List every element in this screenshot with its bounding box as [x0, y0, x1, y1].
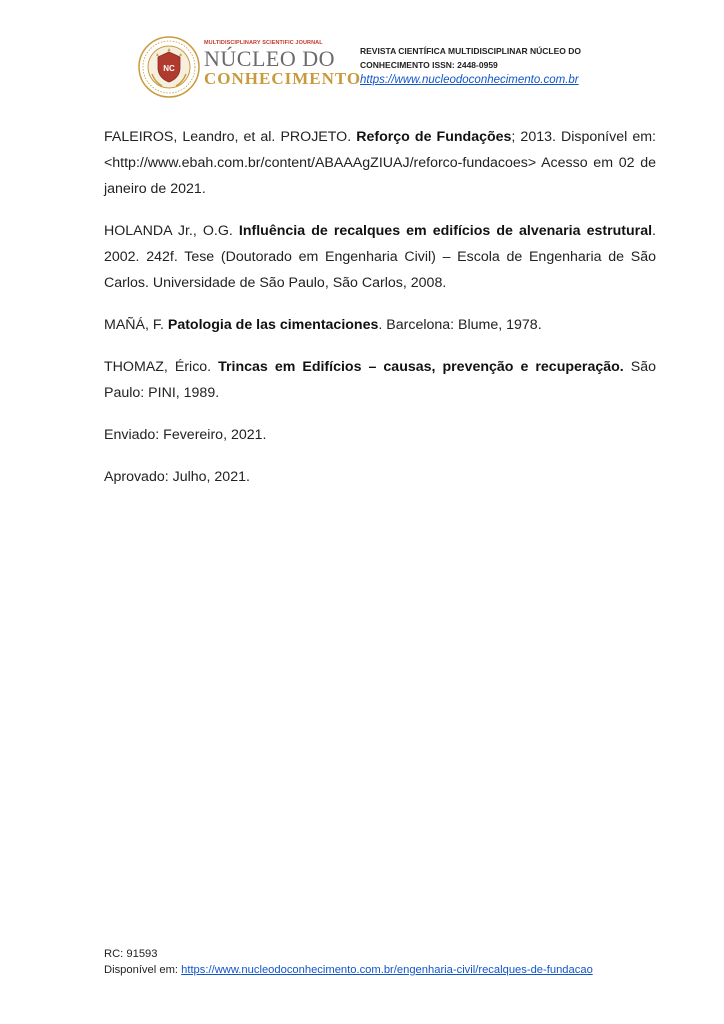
reference-title: Patologia de las cimentaciones — [167, 317, 379, 333]
reference-title: Influência de recalques em edifícios de alvenaria estrutural — [238, 223, 653, 239]
reference-text: . Barcelona: Blume, 1978. — [378, 317, 542, 333]
seal-text: NC — [163, 64, 175, 73]
reference-text: . 2002. 242f. Tese (Doutorado em Engenharia Civil) – Escola de Engenharia de São Carlos. Universidade de São Paulo, São Carlos, 2008. — [104, 223, 656, 291]
article-url-link[interactable]: https://www.nucleodoconhecimento.com.br/engenharia-civil/recalques-de-fundacao — [181, 964, 593, 976]
available-label: Disponível em: — [104, 964, 182, 976]
brand-name-line1: NÚCLEO DO — [204, 46, 335, 71]
reference-text: THOMAZ, Érico. — [104, 359, 219, 375]
journal-name-line2: CONHECIMENTO ISSN: 2448-0959 — [360, 60, 498, 70]
brand-logo — [204, 40, 362, 88]
journal-header — [138, 34, 638, 104]
reference-item — [104, 218, 656, 296]
reference-text: MAÑÁ, F. — [104, 317, 168, 333]
journal-url-link[interactable]: https://www.nucleodoconhecimento.com.br — [360, 74, 579, 86]
approval-date: Aprovado: Julho, 2021. — [104, 469, 250, 485]
brand-tagline: MULTIDISCIPLINARY SCIENTIFIC JOURNAL — [204, 40, 323, 46]
reference-title: Trincas em Edifícios – causas, prevenção e recuperação. — [218, 359, 624, 375]
journal-seal-icon — [138, 36, 200, 98]
reference-item — [104, 312, 656, 338]
journal-info — [360, 44, 640, 86]
available-at — [104, 962, 684, 978]
reference-title: Reforço de Fundações — [356, 129, 512, 145]
reference-text: São Paulo: PINI, 1989. — [104, 359, 656, 401]
reference-text: ; 2013. Disponível em: <http://www.ebah.com.br/content/ABAAAgZIUAJ/reforco-fundacoes> Acesso em 02 de janeiro de 2021. — [104, 129, 656, 197]
submission-date: Enviado: Fevereiro, 2021. — [104, 427, 267, 443]
reference-text: FALEIROS, Leandro, et al. PROJETO. — [104, 129, 357, 145]
references-section — [104, 124, 656, 506]
rc-number: RC: 91593 — [104, 948, 158, 960]
brand-name-line2: CONHECIMENTO — [204, 69, 362, 88]
reference-item — [104, 124, 656, 202]
reference-text: HOLANDA Jr., O.G. — [104, 223, 239, 239]
reference-item — [104, 354, 656, 406]
journal-name-line1: REVISTA CIENTÍFICA MULTIDISCIPLINAR NÚCLEO DO — [360, 46, 581, 56]
page-footer — [104, 946, 684, 978]
